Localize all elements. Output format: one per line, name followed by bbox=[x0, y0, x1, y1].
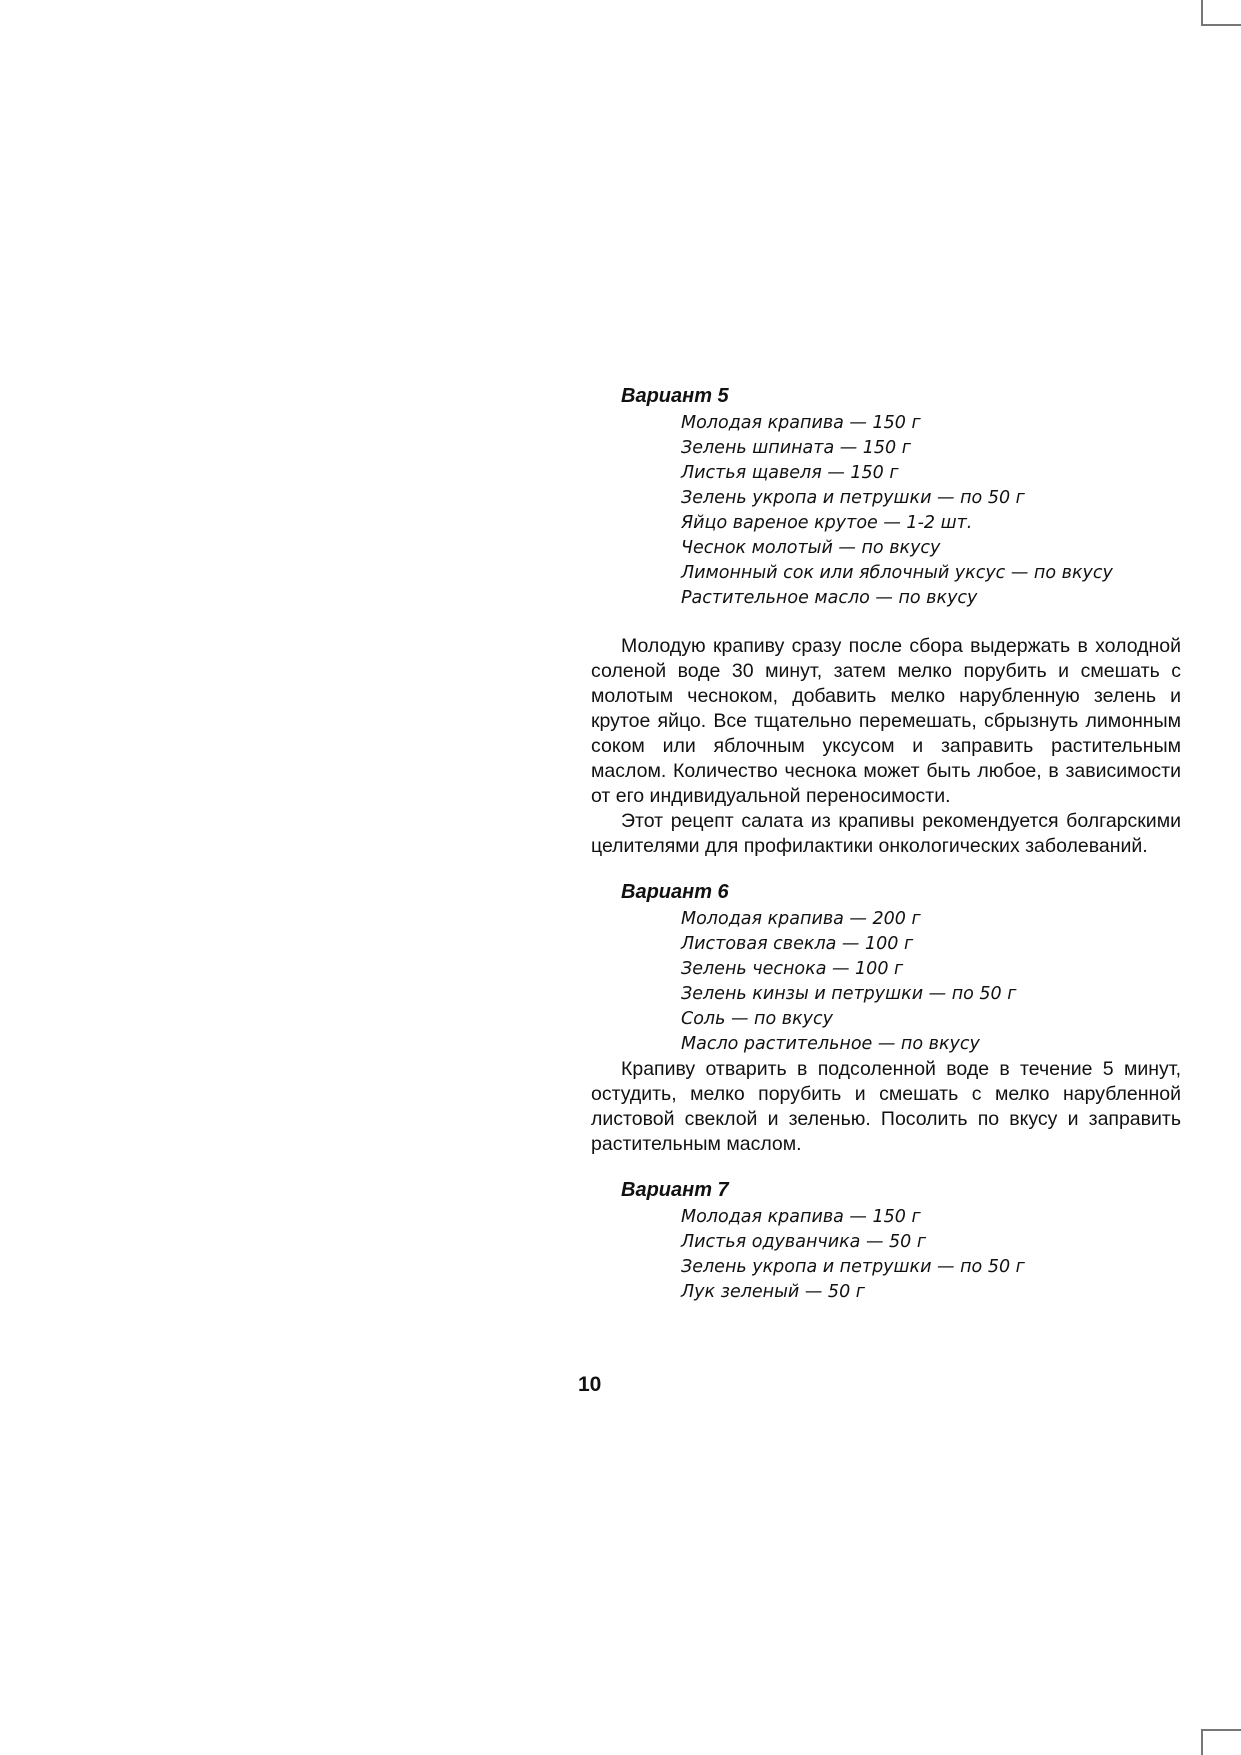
ingredient-item: Зелень укропа и петрушки — по 50 г bbox=[681, 488, 1025, 508]
ingredient-item: Молодая крапива — 200 г bbox=[681, 909, 921, 929]
variant-5-heading: Вариант 5 bbox=[621, 385, 729, 407]
variant-5-note: Этот рецепт салата из крапивы рекомендуется болгарскими целителями для профилактики онкологических заболеваний. bbox=[591, 810, 1181, 857]
page-content bbox=[591, 383, 1181, 1305]
variant-6-heading: Вариант 6 bbox=[621, 881, 729, 903]
crop-mark-bottom-horizontal bbox=[1201, 1729, 1241, 1731]
variant-7-heading: Вариант 7 bbox=[621, 1179, 729, 1201]
ingredient-item: Зелень кинзы и петрушки — по 50 г bbox=[681, 984, 1017, 1004]
crop-mark-top-vertical bbox=[1201, 0, 1203, 25]
ingredient-item: Лимонный сок или яблочный уксус — по вкусу bbox=[681, 563, 1113, 583]
ingredient-item: Соль — по вкусу bbox=[681, 1009, 833, 1029]
ingredient-item: Молодая крапива — 150 г bbox=[681, 413, 921, 433]
ingredient-item: Зелень шпината — 150 г bbox=[681, 438, 911, 458]
ingredient-item: Чеснок молотый — по вкусу bbox=[681, 538, 941, 558]
recipe-variant-5 bbox=[591, 383, 1181, 859]
variant-5-ingredient-list bbox=[591, 411, 1181, 611]
variant-5-instructions: Молодую крапиву сразу после сбора выдержать в холодной соленой воде 30 минут, затем мелко порубить и смешать с молотым чесноком, добавить мелко нарубленную зелень и крутое яйцо. Все тщательно перемешать, сбрызнуть лимонным соком или яблочным уксусом и заправить растительным маслом. Количество чеснока может быть любое, в зависимости от его индивидуальной переносимости. bbox=[591, 635, 1181, 807]
ingredient-item: Зелень укропа и петрушки — по 50 г bbox=[681, 1257, 1025, 1277]
ingredient-item: Растительное масло — по вкусу bbox=[681, 588, 978, 608]
variant-7-ingredient-list bbox=[591, 1205, 1181, 1305]
recipe-variant-7 bbox=[591, 1177, 1181, 1305]
crop-mark-top-horizontal bbox=[1201, 24, 1241, 26]
ingredient-item: Листья одуванчика — 50 г bbox=[681, 1232, 927, 1252]
ingredient-item: Масло растительное — по вкусу bbox=[681, 1034, 980, 1054]
ingredient-item: Яйцо вареное крутое — 1-2 шт. bbox=[681, 513, 973, 533]
ingredient-item: Листья щавеля — 150 г bbox=[681, 463, 899, 483]
variant-6-ingredient-list bbox=[591, 907, 1181, 1057]
page-number: 10 bbox=[578, 1373, 602, 1396]
crop-mark-bottom-vertical bbox=[1201, 1729, 1203, 1755]
ingredient-item: Зелень чеснока — 100 г bbox=[681, 959, 904, 979]
recipe-variant-6 bbox=[591, 879, 1181, 1157]
variant-6-instructions: Крапиву отварить в подсоленной воде в течение 5 минут, остудить, мелко порубить и смешать с мелко нарубленной листовой свеклой и зеленью. Посолить по вкусу и заправить растительным маслом. bbox=[591, 1058, 1181, 1155]
ingredient-item: Лук зеленый — 50 г bbox=[681, 1282, 865, 1302]
ingredient-item: Молодая крапива — 150 г bbox=[681, 1207, 921, 1227]
ingredient-item: Листовая свекла — 100 г bbox=[681, 934, 914, 954]
